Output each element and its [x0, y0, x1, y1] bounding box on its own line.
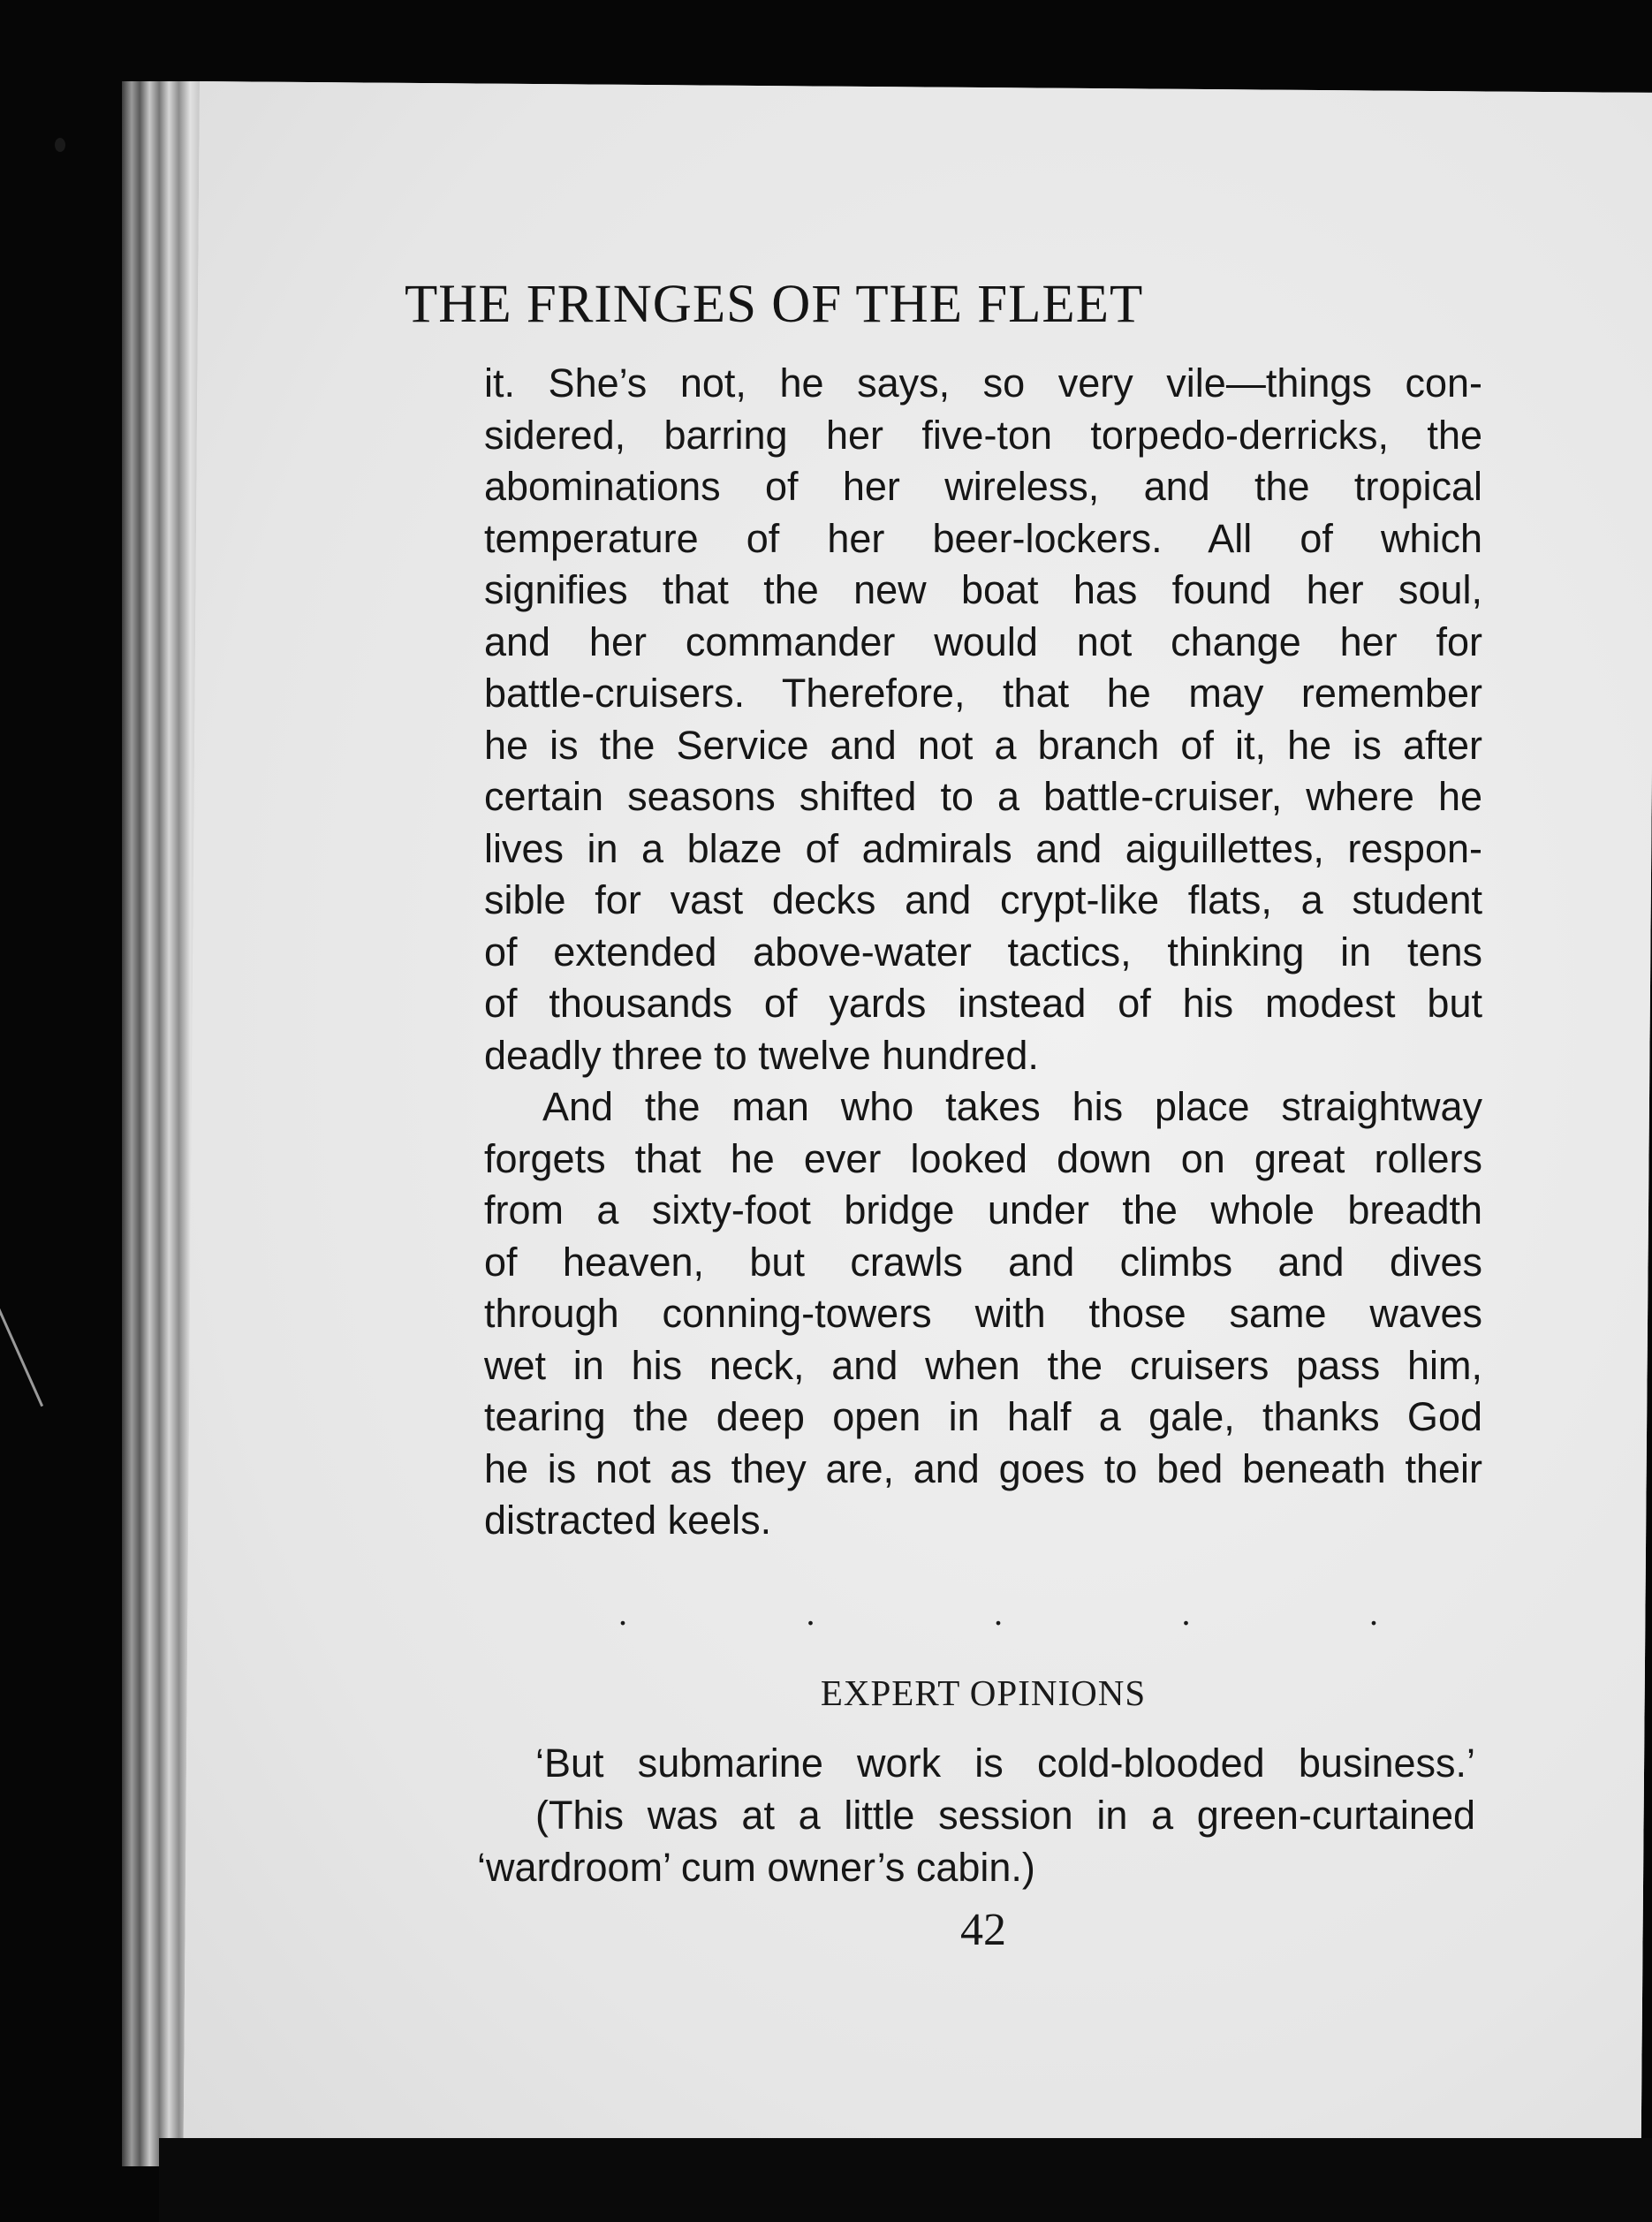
break-dot: . [1369, 1593, 1378, 1633]
break-dot: . [806, 1593, 815, 1633]
text-line: distracted keels. [484, 1498, 772, 1543]
page-number: 42 [960, 1905, 1006, 1955]
text-line: lives in a blaze of admirals and aiguillettes, respon- [484, 825, 1482, 871]
section-break [618, 1592, 1378, 1634]
page-bottom-shadow [159, 2138, 1652, 2222]
text-line: forgets that he ever looked down on great rollers [484, 1135, 1482, 1181]
text-line: signifies that the new boat has found her soul, [484, 567, 1482, 612]
text-line: abominations of her wireless, and the tropical [484, 464, 1482, 509]
text-line: tearing the deep open in half a gale, thanks God [484, 1394, 1482, 1439]
text-line: temperature of her beer-lockers. All of which [484, 515, 1482, 561]
text-line: he is the Service and not a branch of it, he is after [484, 722, 1482, 768]
text-line: through conning-towers with those same waves [484, 1291, 1482, 1336]
text-line: ‘But submarine work is cold-blooded business.’ [535, 1740, 1475, 1786]
running-head: THE FRINGES OF THE FLEET [405, 275, 1144, 334]
text-line: of heaven, but crawls and climbs and dives [484, 1239, 1482, 1285]
text-line: sidered, barring her five-ton torpedo-derricks, the [484, 412, 1482, 458]
text-line: (This was at a little session in a green-curtained [535, 1793, 1475, 1838]
text-line: battle-cruisers. Therefore, that he may remember [484, 671, 1482, 716]
body-text [484, 358, 1482, 1547]
dust-speck [55, 138, 65, 152]
break-dot: . [1181, 1593, 1191, 1633]
text-line: of thousands of yards instead of his modest but [484, 981, 1482, 1026]
body-text-2 [477, 1737, 1475, 1893]
edge-mark [0, 1270, 76, 1407]
break-dot: . [994, 1593, 1003, 1633]
text-line: deadly three to twelve hundred. [484, 1032, 1039, 1078]
section-title: EXPERT OPINIONS [820, 1672, 1147, 1713]
text-line: ‘wardroom’ cum owner’s cabin.) [477, 1845, 1035, 1890]
text-line: certain seasons shifted to a battle-cruiser, where he [484, 774, 1482, 819]
text-line: from a sixty-foot bridge under the whole breadth [484, 1187, 1482, 1232]
break-dot: . [618, 1593, 627, 1633]
text-line: it. She’s not, he says, so very vile—things con- [484, 360, 1482, 406]
text-line: wet in his neck, and when the cruisers pass him, [484, 1342, 1482, 1388]
text-line: he is not as they are, and goes to bed beneath their [484, 1445, 1482, 1491]
text-line: sible for vast decks and crypt-like flats, a student [484, 877, 1482, 922]
text-line: and her commander would not change her for [484, 618, 1482, 664]
text-line: And the man who takes his place straightway [542, 1084, 1482, 1129]
text-line: of extended above-water tactics, thinking in tens [484, 929, 1482, 974]
